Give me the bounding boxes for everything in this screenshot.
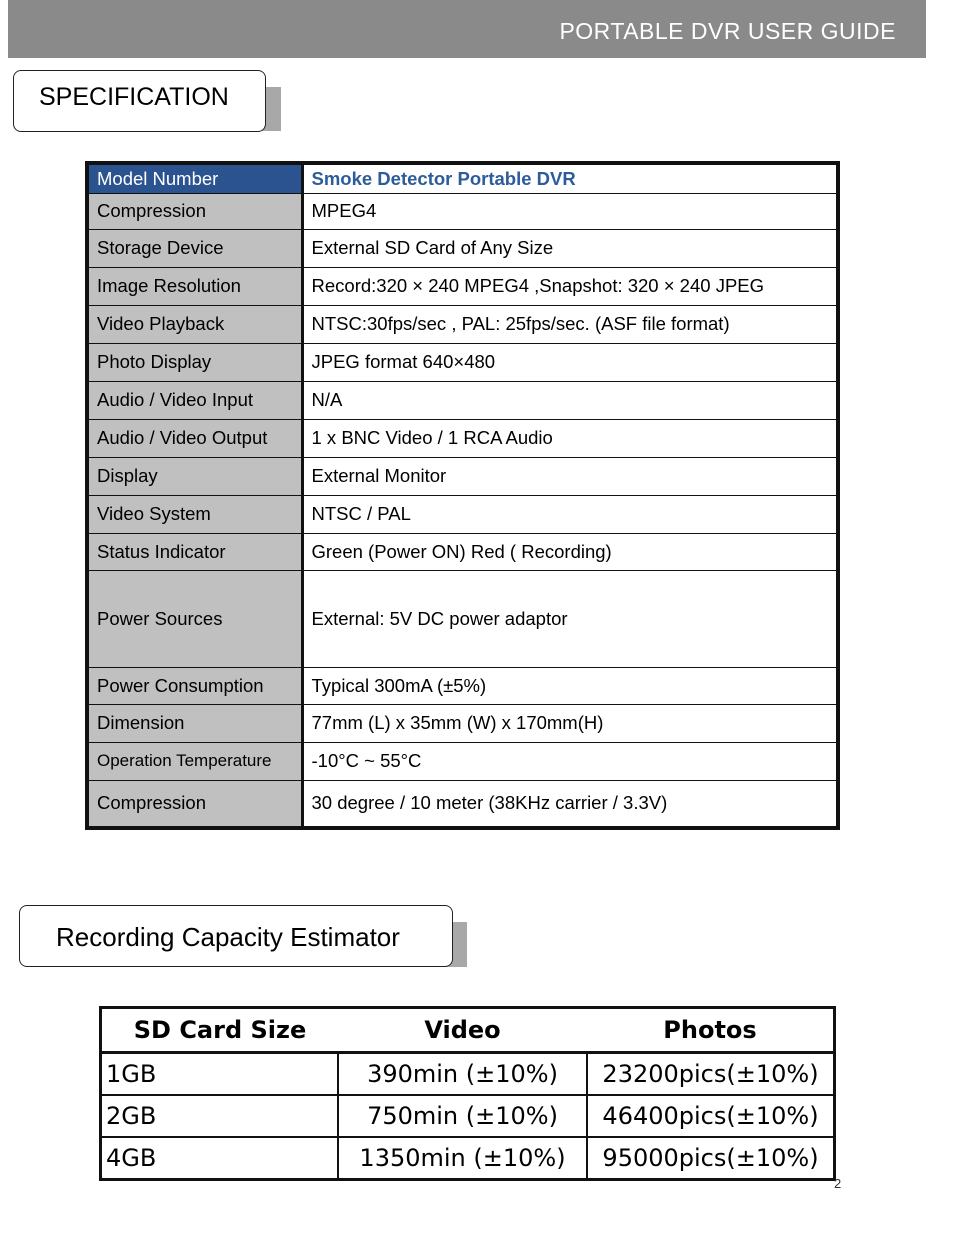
table-row bbox=[87, 163, 838, 193]
video-cell: 390min (±10%) bbox=[338, 1053, 587, 1096]
spec-label: Model Number bbox=[87, 163, 302, 193]
table-row bbox=[87, 533, 838, 570]
table-row bbox=[87, 667, 838, 704]
spec-value: MPEG4 bbox=[302, 193, 838, 229]
table-row bbox=[87, 229, 838, 267]
photos-cell: 23200pics(±10%) bbox=[587, 1053, 835, 1096]
table-row bbox=[87, 193, 838, 229]
spec-value: Green (Power ON) Red ( Recording) bbox=[302, 533, 838, 570]
section-title: SPECIFICATION bbox=[39, 83, 229, 111]
spec-value: N/A bbox=[302, 381, 838, 419]
table-row bbox=[87, 704, 838, 742]
table-header-row bbox=[101, 1008, 835, 1053]
table-row bbox=[87, 343, 838, 381]
spec-label: Image Resolution bbox=[87, 267, 302, 305]
page-header-title: PORTABLE DVR USER GUIDE bbox=[559, 18, 896, 44]
card-size-cell: 1GB bbox=[101, 1053, 339, 1096]
spec-value: Record:320 × 240 MPEG4 ,Snapshot: 320 × 240 JPEG bbox=[302, 267, 838, 305]
table-row bbox=[87, 495, 838, 533]
table-row bbox=[101, 1137, 835, 1180]
spec-label: Status Indicator bbox=[87, 533, 302, 570]
table-row bbox=[87, 570, 838, 667]
spec-value: 1 x BNC Video / 1 RCA Audio bbox=[302, 419, 838, 457]
capacity-table bbox=[99, 1006, 836, 1181]
spec-label: Dimension bbox=[87, 704, 302, 742]
spec-value: External SD Card of Any Size bbox=[302, 229, 838, 267]
table-row bbox=[87, 742, 838, 780]
spec-value: External: 5V DC power adaptor bbox=[302, 570, 838, 667]
column-header: SD Card Size bbox=[101, 1008, 339, 1053]
spec-value: NTSC:30fps/sec , PAL: 25fps/sec. (ASF file format) bbox=[302, 305, 838, 343]
table-row bbox=[87, 381, 838, 419]
spec-value: 30 degree / 10 meter (38KHz carrier / 3.3V) bbox=[302, 780, 838, 828]
photos-cell: 95000pics(±10%) bbox=[587, 1137, 835, 1180]
column-header: Photos bbox=[587, 1008, 835, 1053]
spec-label: Video Playback bbox=[87, 305, 302, 343]
table-row bbox=[87, 267, 838, 305]
card-size-cell: 2GB bbox=[101, 1095, 339, 1137]
column-header: Video bbox=[338, 1008, 587, 1053]
spec-value: External Monitor bbox=[302, 457, 838, 495]
spec-label: Power Consumption bbox=[87, 667, 302, 704]
spec-value: Smoke Detector Portable DVR bbox=[302, 163, 838, 193]
header-bar bbox=[8, 0, 926, 58]
spec-label: Audio / Video Input bbox=[87, 381, 302, 419]
table-row bbox=[87, 305, 838, 343]
card-size-cell: 4GB bbox=[101, 1137, 339, 1180]
spec-label: Compression bbox=[87, 780, 302, 828]
page-number: 2 bbox=[834, 1176, 842, 1191]
table-row bbox=[87, 457, 838, 495]
spec-label: Storage Device bbox=[87, 229, 302, 267]
spec-label: Operation Temperature bbox=[87, 742, 302, 780]
video-cell: 750min (±10%) bbox=[338, 1095, 587, 1137]
spec-label: Power Sources bbox=[87, 570, 302, 667]
spec-value: Typical 300mA (±5%) bbox=[302, 667, 838, 704]
spec-label: Photo Display bbox=[87, 343, 302, 381]
table-row bbox=[87, 419, 838, 457]
spec-label: Audio / Video Output bbox=[87, 419, 302, 457]
photos-cell: 46400pics(±10%) bbox=[587, 1095, 835, 1137]
spec-table bbox=[85, 161, 840, 830]
table-row bbox=[101, 1095, 835, 1137]
video-cell: 1350min (±10%) bbox=[338, 1137, 587, 1180]
spec-value: 77mm (L) x 35mm (W) x 170mm(H) bbox=[302, 704, 838, 742]
table-row bbox=[101, 1053, 835, 1096]
spec-label: Compression bbox=[87, 193, 302, 229]
spec-value: NTSC / PAL bbox=[302, 495, 838, 533]
spec-value: JPEG format 640×480 bbox=[302, 343, 838, 381]
table-row bbox=[87, 780, 838, 828]
spec-label: Display bbox=[87, 457, 302, 495]
spec-label: Video System bbox=[87, 495, 302, 533]
spec-value: -10°C ~ 55°C bbox=[302, 742, 838, 780]
section-title: Recording Capacity Estimator bbox=[56, 922, 400, 952]
